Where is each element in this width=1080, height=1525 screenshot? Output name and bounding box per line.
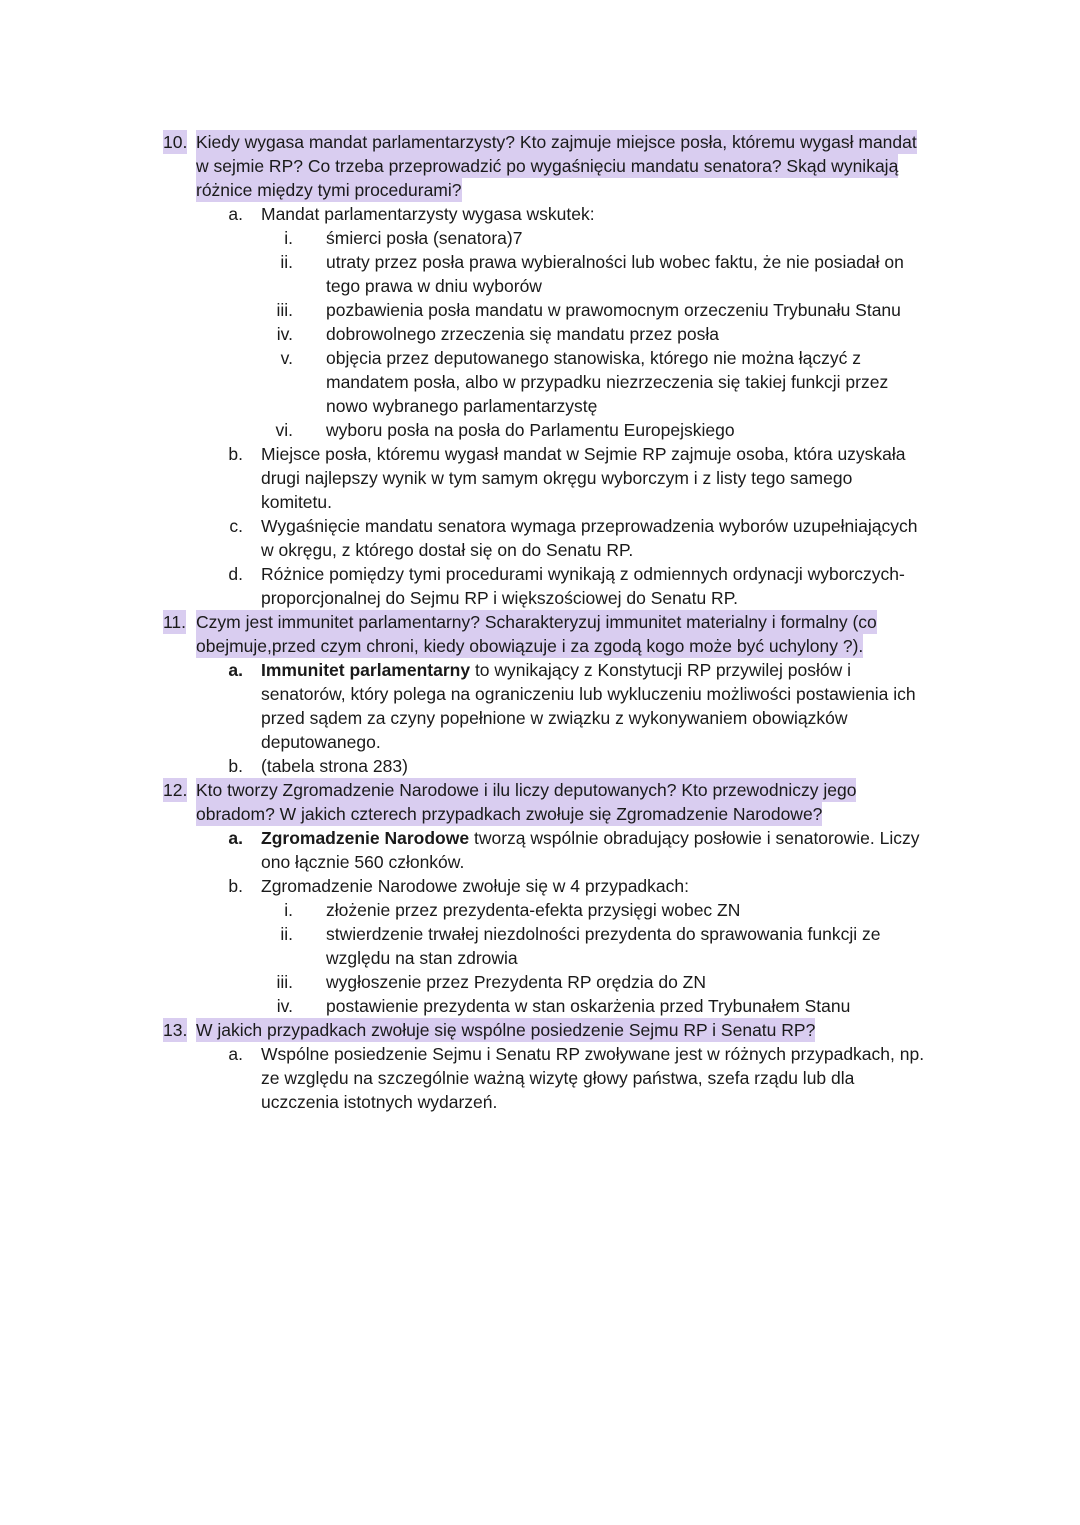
line-text — [261, 658, 851, 682]
list-marker: b. — [228, 876, 243, 896]
list-marker: iv. — [276, 996, 293, 1016]
question-line — [0, 634, 1080, 658]
answer-line — [0, 730, 1080, 754]
line-text: nowo wybranego parlamentarzystę — [326, 396, 598, 416]
subitem-line — [0, 970, 1080, 994]
list-marker: a. — [228, 660, 243, 680]
question-line — [0, 154, 1080, 178]
subitem-line — [0, 250, 1080, 274]
list-marker: c. — [229, 516, 243, 536]
answer-line — [0, 850, 1080, 874]
document-page — [0, 130, 1080, 1114]
answer-line — [0, 754, 1080, 778]
line-text: proporcjonalnej do Sejmu RP i większościowej do Senatu RP. — [261, 588, 738, 608]
bold-term: Immunitet parlamentarny — [261, 660, 471, 680]
question-line — [0, 1018, 1080, 1042]
answer-line — [0, 538, 1080, 562]
line-text: Kto tworzy Zgromadzenie Narodowe i ilu liczy deputowanych? Kto przewodniczy jego — [196, 780, 857, 800]
subitem-line — [0, 946, 1080, 970]
list-marker: b. — [228, 444, 243, 464]
line-text: Czym jest immunitet parlamentarny? Scharakteryzuj immunitet materialny i formalny (co — [196, 612, 877, 632]
subitem-line — [0, 418, 1080, 442]
answer-line — [0, 658, 1080, 682]
list-marker: v. — [280, 348, 293, 368]
subitem-line — [0, 274, 1080, 298]
line-text: W jakich przypadkach zwołuje się wspólne posiedzenie Sejmu RP i Senatu RP? — [196, 1020, 816, 1040]
line-text: Wygaśnięcie mandatu senatora wymaga przeprowadzenia wyborów uzupełniających — [261, 516, 918, 536]
subitem-line — [0, 994, 1080, 1018]
list-marker: 11. — [163, 612, 187, 632]
line-text: śmierci posła (senatora)7 — [326, 228, 523, 248]
list-marker: i. — [284, 900, 293, 920]
line-text: ono łącznie 560 członków. — [261, 852, 465, 872]
line-text: uczczenia istotnych wydarzeń. — [261, 1092, 498, 1112]
line-text: stwierdzenie trwałej niezdolności prezydenta do sprawowania funkcji ze — [326, 924, 881, 944]
line-text: Miejsce posła, któremu wygasł mandat w Sejmie RP zajmuje osoba, która uzyskała — [261, 444, 906, 464]
subitem-line — [0, 322, 1080, 346]
list-marker: a. — [228, 204, 243, 224]
answer-line — [0, 562, 1080, 586]
answer-line — [0, 1090, 1080, 1114]
question-line — [0, 178, 1080, 202]
line-text-rest: tworzą wspólnie obradujący posłowie i senatorowie. Liczy — [469, 828, 920, 848]
answer-line — [0, 1066, 1080, 1090]
bold-term: Zgromadzenie Narodowe — [261, 828, 470, 848]
line-text: Zgromadzenie Narodowe zwołuje się w 4 przypadkach: — [261, 876, 689, 896]
answer-line — [0, 514, 1080, 538]
line-text: ze względu na szczególnie ważną wizytę głowy państwa, szefa rządu lub dla — [261, 1068, 855, 1088]
line-text: deputowanego. — [261, 732, 381, 752]
line-text: Różnice pomiędzy tymi procedurami wynikają z odmiennych ordynacji wyborczych- — [261, 564, 905, 584]
answer-line — [0, 874, 1080, 898]
line-text: pozbawienia posła mandatu w prawomocnym orzeczeniu Trybunału Stanu — [326, 300, 901, 320]
line-text: obradom? W jakich czterech przypadkach zwołuje się Zgromadzenie Narodowe? — [196, 804, 823, 824]
list-marker: 10. — [163, 132, 188, 152]
line-text: drugi najlepszy wynik w tym samym okręgu wyborczym i z listy tego samego — [261, 468, 853, 488]
subitem-line — [0, 370, 1080, 394]
answer-line — [0, 490, 1080, 514]
line-text: senatorów, który polega na ograniczeniu lub wykluczeniu możliwości postawienia ich — [261, 684, 916, 704]
line-text: tego prawa w dniu wyborów — [326, 276, 542, 296]
list-marker: ii. — [280, 924, 293, 944]
line-text: Wspólne posiedzenie Sejmu i Senatu RP zwoływane jest w różnych przypadkach, np. — [261, 1044, 925, 1064]
line-text: dobrowolnego zrzeczenia się mandatu przez posła — [326, 324, 720, 344]
answer-line — [0, 1042, 1080, 1066]
line-text: w sejmie RP? Co trzeba przeprowadzić po wygaśnięciu mandatu senatora? Skąd wynikają — [196, 156, 899, 176]
list-marker: iii. — [276, 300, 293, 320]
answer-line — [0, 826, 1080, 850]
answer-line — [0, 442, 1080, 466]
line-text: złożenie przez prezydenta-efekta przysięgi wobec ZN — [326, 900, 741, 920]
line-text: wyboru posła na posła do Parlamentu Europejskiego — [326, 420, 735, 440]
line-text: postawienie prezydenta w stan oskarżenia przed Trybunałem Stanu — [326, 996, 851, 1016]
line-text: (tabela strona 283) — [261, 756, 408, 776]
line-text: objęcia przez deputowanego stanowiska, którego nie można łączyć z — [326, 348, 862, 368]
list-marker: d. — [228, 564, 243, 584]
line-text-rest: to wynikający z Konstytucji RP przywilej posłów i — [470, 660, 852, 680]
list-marker: i. — [284, 228, 293, 248]
line-text: Kiedy wygasa mandat parlamentarzysty? Kto zajmuje miejsce posła, któremu wygasł mandat — [196, 132, 917, 152]
line-text: utraty przez posła prawa wybieralności lub wobec faktu, że nie posiadał on — [326, 252, 904, 272]
list-marker: a. — [228, 1044, 243, 1064]
answer-line — [0, 202, 1080, 226]
list-marker: ii. — [280, 252, 293, 272]
line-text: różnice między tymi procedurami? — [196, 180, 462, 200]
line-text — [261, 826, 919, 850]
subitem-line — [0, 346, 1080, 370]
list-marker: vi. — [275, 420, 293, 440]
subitem-line — [0, 226, 1080, 250]
subitem-line — [0, 898, 1080, 922]
line-text: obejmuje,przed czym chroni, kiedy obowiązuje i za zgodą kogo może być uchylony ?). — [196, 636, 864, 656]
list-marker: b. — [228, 756, 243, 776]
line-text: przed sądem za czyny popełnione w związku z wykonywaniem obowiązków — [261, 708, 848, 728]
subitem-line — [0, 394, 1080, 418]
line-text: mandatem posła, albo w przypadku niezrzeczenia się takiej funkcji przez — [326, 372, 889, 392]
list-marker: iv. — [276, 324, 293, 344]
line-text: wygłoszenie przez Prezydenta RP orędzia do ZN — [326, 972, 707, 992]
answer-line — [0, 682, 1080, 706]
list-marker: 13. — [163, 1020, 188, 1040]
question-line — [0, 802, 1080, 826]
answer-line — [0, 586, 1080, 610]
line-text: Mandat parlamentarzysty wygasa wskutek: — [261, 204, 595, 224]
question-line — [0, 778, 1080, 802]
question-line — [0, 130, 1080, 154]
line-text: względu na stan zdrowia — [326, 948, 518, 968]
list-marker: iii. — [276, 972, 293, 992]
question-line — [0, 610, 1080, 634]
line-text: komitetu. — [261, 492, 332, 512]
answer-line — [0, 466, 1080, 490]
line-text: w okręgu, z którego dostał się on do Senatu RP. — [261, 540, 634, 560]
list-marker: a. — [228, 828, 243, 848]
answer-line — [0, 706, 1080, 730]
subitem-line — [0, 298, 1080, 322]
subitem-line — [0, 922, 1080, 946]
list-marker: 12. — [163, 780, 188, 800]
